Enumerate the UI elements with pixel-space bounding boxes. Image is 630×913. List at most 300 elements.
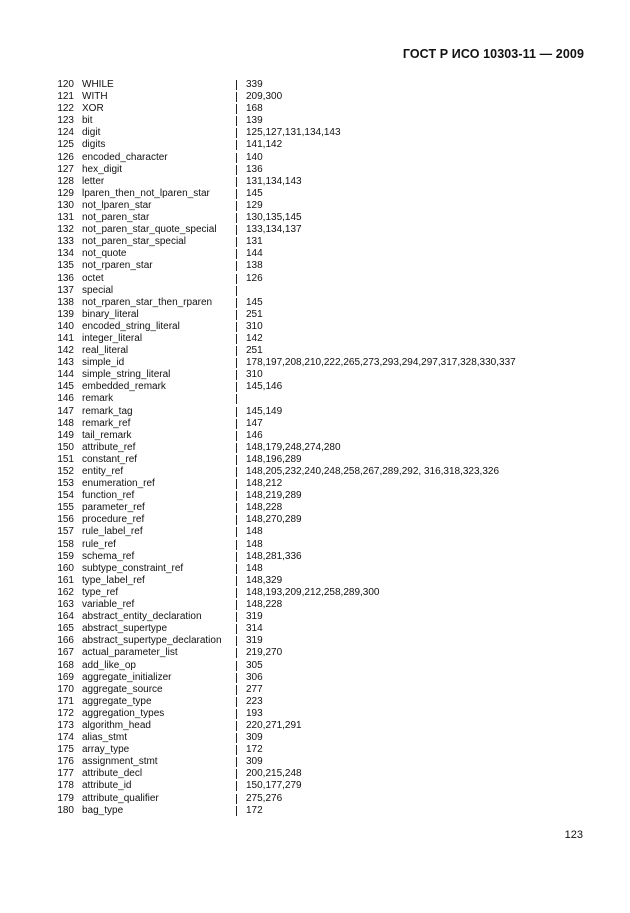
reference-list: 148,193,209,212,258,289,300 [246,586,380,598]
item-number: 157 [57,526,74,538]
production-name: entity_ref [82,466,124,477]
column-divider [236,648,237,658]
list-item [0,176,630,188]
item-number: 127 [57,163,74,175]
document-header: ГОСТ Р ИСО 10303-11 — 2009 [402,47,584,61]
list-item [0,563,630,575]
column-divider [236,769,237,779]
column-divider [236,503,237,513]
reference-list: 310 [246,320,263,332]
list-item [0,285,630,297]
reference-list: 133,134,137 [246,224,302,236]
column-divider [236,540,237,550]
list-item [0,526,630,538]
column-divider [236,213,237,223]
reference-list: 145 [246,187,263,199]
list-item [0,333,630,345]
item-number: 176 [57,756,74,768]
column-divider [236,225,237,235]
item-number: 122 [57,103,74,115]
item-number: 152 [57,466,74,477]
column-divider [236,781,237,791]
production-name: actual_parameter_list [82,647,178,659]
item-number: 178 [57,780,74,792]
reference-list: 172 [246,744,263,756]
item-number: 125 [57,139,74,151]
list-item [0,273,630,285]
reference-list: 146 [246,429,263,441]
column-divider [236,92,237,102]
list-item [0,91,630,103]
production-name: WITH [82,91,108,103]
column-divider [236,709,237,719]
list-item [0,744,630,756]
reference-list: 251 [246,345,263,357]
list-item [0,103,630,115]
reference-list: 131,134,143 [246,175,302,187]
column-divider [236,249,237,259]
reference-list: 314 [246,623,263,635]
item-number: 137 [57,284,74,296]
production-name: rule_label_ref [82,526,143,538]
reference-list: 148 [246,526,263,538]
item-number: 149 [57,429,74,441]
item-number: 160 [57,562,74,574]
column-divider [236,794,237,804]
column-divider [236,527,237,537]
reference-list: 200,215,248 [246,768,302,780]
item-number: 136 [57,272,74,284]
reference-list: 139 [246,115,263,127]
column-divider [236,564,237,574]
production-name: attribute_qualifier [82,792,159,804]
column-divider [236,346,237,356]
list-item [0,454,630,466]
item-number: 151 [57,453,74,465]
reference-list: 178,197,208,210,222,265,273,293,294,297,317,328,330,337 [246,357,516,369]
item-number: 156 [57,514,74,526]
column-divider [236,394,237,404]
reference-list: 131 [246,236,263,248]
column-divider [236,382,237,392]
list-item [0,115,630,127]
production-name: array_type [82,744,130,756]
reference-list: 277 [246,683,263,695]
item-number: 159 [57,550,74,562]
column-divider [236,697,237,707]
list-item [0,684,630,696]
column-divider [236,673,237,683]
column-divider [236,455,237,465]
item-number: 144 [57,369,74,381]
reference-list: 319 [246,635,263,647]
item-number: 163 [57,599,74,611]
reference-list: 148,228 [246,502,283,514]
reference-list: 309 [246,756,263,768]
column-divider [236,116,237,126]
reference-list: 309 [246,732,263,744]
reference-list: 129 [246,199,263,211]
list-item [0,406,630,418]
column-divider [236,189,237,199]
item-number: 143 [57,357,74,369]
item-number: 131 [57,212,74,224]
column-divider [236,201,237,211]
production-name: alias_stmt [82,732,128,744]
item-number: 121 [57,91,74,103]
list-item [0,321,630,333]
list-item [0,599,630,611]
item-number: 166 [57,635,74,647]
list-item [0,478,630,490]
column-divider [236,757,237,767]
list-item [0,164,630,176]
reference-list: 150,177,279 [246,780,302,792]
reference-list: 148 [246,538,263,550]
production-name: simple_string_literal [82,369,171,381]
column-divider [236,745,237,755]
item-number: 126 [57,151,74,163]
production-name: encoded_string_literal [82,320,180,332]
list-item [0,127,630,139]
production-name: lparen_then_not_lparen_star [82,187,210,199]
production-name: remark [82,393,114,405]
item-number: 148 [57,417,74,429]
item-number: 133 [57,236,74,248]
list-item [0,357,630,369]
reference-list: 148,212 [246,478,283,490]
list-item [0,139,630,151]
column-divider [236,104,237,114]
production-name: assignment_stmt [82,756,158,768]
production-name: attribute_ref [82,441,136,453]
production-name: WHILE [82,79,114,90]
reference-list: 319 [246,611,263,623]
list-item [0,732,630,744]
reference-list: 148,219,289 [246,490,302,502]
column-divider [236,80,237,90]
list-item [0,248,630,260]
production-name: subtype_constraint_ref [82,562,184,574]
production-name: not_paren_star [82,212,150,224]
reference-list: 168 [246,103,263,115]
production-name: abstract_supertype_declaration [82,635,222,647]
column-divider [236,274,237,284]
list-item [0,660,630,672]
list-item [0,152,630,164]
production-name: enumeration_ref [82,478,155,490]
column-divider [236,358,237,368]
list-item [0,212,630,224]
item-number: 130 [57,199,74,211]
reference-list: 148,329 [246,574,283,586]
column-divider [236,165,237,175]
reference-list: 148,270,289 [246,514,302,526]
column-divider [236,370,237,380]
list-item [0,611,630,623]
item-number: 146 [57,393,74,405]
production-name: type_label_ref [82,574,145,586]
column-divider [236,576,237,586]
reference-list: 140 [246,151,263,163]
reference-list: 339 [246,79,263,90]
list-item [0,224,630,236]
column-divider [236,733,237,743]
item-number: 142 [57,345,74,357]
column-divider [236,491,237,501]
production-name: encoded_character [82,151,168,163]
column-divider [236,128,237,138]
reference-list: 275,276 [246,792,283,804]
item-number: 123 [57,115,74,127]
item-number: 128 [57,175,74,187]
reference-list: 145,146 [246,381,283,393]
production-name: function_ref [82,490,135,502]
list-item [0,418,630,430]
column-divider [236,140,237,150]
reference-list: 220,271,291 [246,719,302,731]
list-item [0,309,630,321]
column-divider [236,636,237,646]
column-divider [236,588,237,598]
list-item [0,708,630,720]
cross-reference-list [0,79,630,817]
item-number: 165 [57,623,74,635]
production-name: binary_literal [82,308,139,320]
list-item [0,768,630,780]
list-item [0,672,630,684]
list-item [0,345,630,357]
reference-list: 138 [246,260,263,272]
list-item [0,780,630,792]
reference-list: 147 [246,417,263,429]
production-name: procedure_ref [82,514,145,526]
list-item [0,260,630,272]
production-name: aggregate_initializer [82,671,172,683]
list-item [0,539,630,551]
column-divider [236,721,237,731]
column-divider [236,419,237,429]
list-item [0,188,630,200]
production-name: aggregate_type [82,695,152,707]
column-divider [236,661,237,671]
production-name: embedded_remark [82,381,166,393]
item-number: 139 [57,308,74,320]
production-name: not_lparen_star [82,199,152,211]
column-divider [236,286,237,296]
item-number: 170 [57,683,74,695]
item-number: 138 [57,296,74,308]
production-name: not_rparen_star_then_rparen [82,296,213,308]
list-item [0,623,630,635]
item-number: 150 [57,441,74,453]
list-item [0,696,630,708]
production-name: schema_ref [82,550,135,562]
list-item [0,393,630,405]
reference-list: 126 [246,272,263,284]
production-name: attribute_id [82,780,132,792]
reference-list: 130,135,145 [246,212,302,224]
production-name: abstract_supertype [82,623,168,635]
reference-list: 209,300 [246,91,283,103]
column-divider [236,624,237,634]
production-name: not_paren_star_special [82,236,186,248]
column-divider [236,431,237,441]
list-item [0,793,630,805]
reference-list: 148,179,248,274,280 [246,441,341,453]
item-number: 135 [57,260,74,272]
production-name: not_quote [82,248,127,260]
list-item [0,369,630,381]
production-name: add_like_op [82,659,136,671]
item-number: 162 [57,586,74,598]
production-name: real_literal [82,345,129,357]
column-divider [236,407,237,417]
column-divider [236,806,237,816]
reference-list: 136 [246,163,263,175]
production-name: aggregate_source [82,683,163,695]
production-name: remark_ref [82,417,131,429]
item-number: 169 [57,671,74,683]
list-item [0,502,630,514]
item-number: 134 [57,248,74,260]
reference-list: 148,228 [246,599,283,611]
column-divider [236,322,237,332]
production-name: integer_literal [82,332,143,344]
reference-list: 306 [246,671,263,683]
item-number: 153 [57,478,74,490]
list-item [0,297,630,309]
list-item [0,466,630,478]
column-divider [236,612,237,622]
list-item [0,236,630,248]
production-name: type_ref [82,586,119,598]
item-number: 140 [57,320,74,332]
list-item [0,805,630,817]
column-divider [236,467,237,477]
production-name: parameter_ref [82,502,145,514]
item-number: 174 [57,732,74,744]
item-number: 155 [57,502,74,514]
page-number: 123 [564,829,583,841]
list-item [0,720,630,732]
list-item [0,381,630,393]
item-number: 158 [57,538,74,550]
list-item [0,442,630,454]
item-number: 167 [57,647,74,659]
production-name: simple_id [82,357,125,369]
item-number: 180 [57,804,74,816]
production-name: remark_tag [82,405,133,417]
column-divider [236,552,237,562]
production-name: variable_ref [82,599,135,611]
production-name: not_rparen_star [82,260,153,272]
list-item [0,647,630,659]
list-item [0,430,630,442]
reference-list: 148,196,289 [246,453,302,465]
list-item [0,756,630,768]
item-number: 120 [57,79,74,90]
item-number: 168 [57,659,74,671]
reference-list: 125,127,131,134,143 [246,127,341,139]
reference-list: 219,270 [246,647,283,659]
column-divider [236,298,237,308]
reference-list: 145,149 [246,405,283,417]
item-number: 164 [57,611,74,623]
production-name: hex_digit [82,163,123,175]
reference-list: 305 [246,659,263,671]
item-number: 154 [57,490,74,502]
reference-list: 148 [246,562,263,574]
production-name: letter [82,175,105,187]
production-name: octet [82,272,104,284]
list-item [0,575,630,587]
production-name: algorithm_head [82,719,151,731]
item-number: 129 [57,187,74,199]
item-number: 173 [57,719,74,731]
list-item [0,79,630,91]
production-name: tail_remark [82,429,132,441]
reference-list: 142 [246,332,263,344]
column-divider [236,443,237,453]
item-number: 145 [57,381,74,393]
reference-list: 251 [246,308,263,320]
column-divider [236,310,237,320]
list-item [0,587,630,599]
list-item [0,551,630,563]
column-divider [236,153,237,163]
production-name: special [82,284,114,296]
item-number: 124 [57,127,74,139]
reference-list: 144 [246,248,263,260]
production-name: attribute_decl [82,768,143,780]
production-name: bag_type [82,804,124,816]
column-divider [236,237,237,247]
column-divider [236,177,237,187]
production-name: aggregation_types [82,707,165,719]
list-item [0,635,630,647]
column-divider [236,685,237,695]
production-name: bit [82,115,93,127]
list-item [0,490,630,502]
production-name: digits [82,139,106,151]
column-divider [236,261,237,271]
item-number: 179 [57,792,74,804]
production-name: abstract_entity_declaration [82,611,202,623]
column-divider [236,479,237,489]
item-number: 132 [57,224,74,236]
item-number: 141 [57,332,74,344]
production-name: rule_ref [82,538,116,550]
list-item [0,514,630,526]
reference-list: 148,281,336 [246,550,302,562]
item-number: 147 [57,405,74,417]
item-number: 177 [57,768,74,780]
list-item [0,200,630,212]
column-divider [236,600,237,610]
production-name: constant_ref [82,453,138,465]
item-number: 171 [57,695,74,707]
reference-list: 145 [246,296,263,308]
reference-list: 172 [246,804,263,816]
production-name: XOR [82,103,104,115]
production-name: digit [82,127,101,139]
reference-list: 223 [246,695,263,707]
reference-list: 310 [246,369,263,381]
reference-list: 141,142 [246,139,283,151]
item-number: 172 [57,707,74,719]
reference-list: 193 [246,707,263,719]
